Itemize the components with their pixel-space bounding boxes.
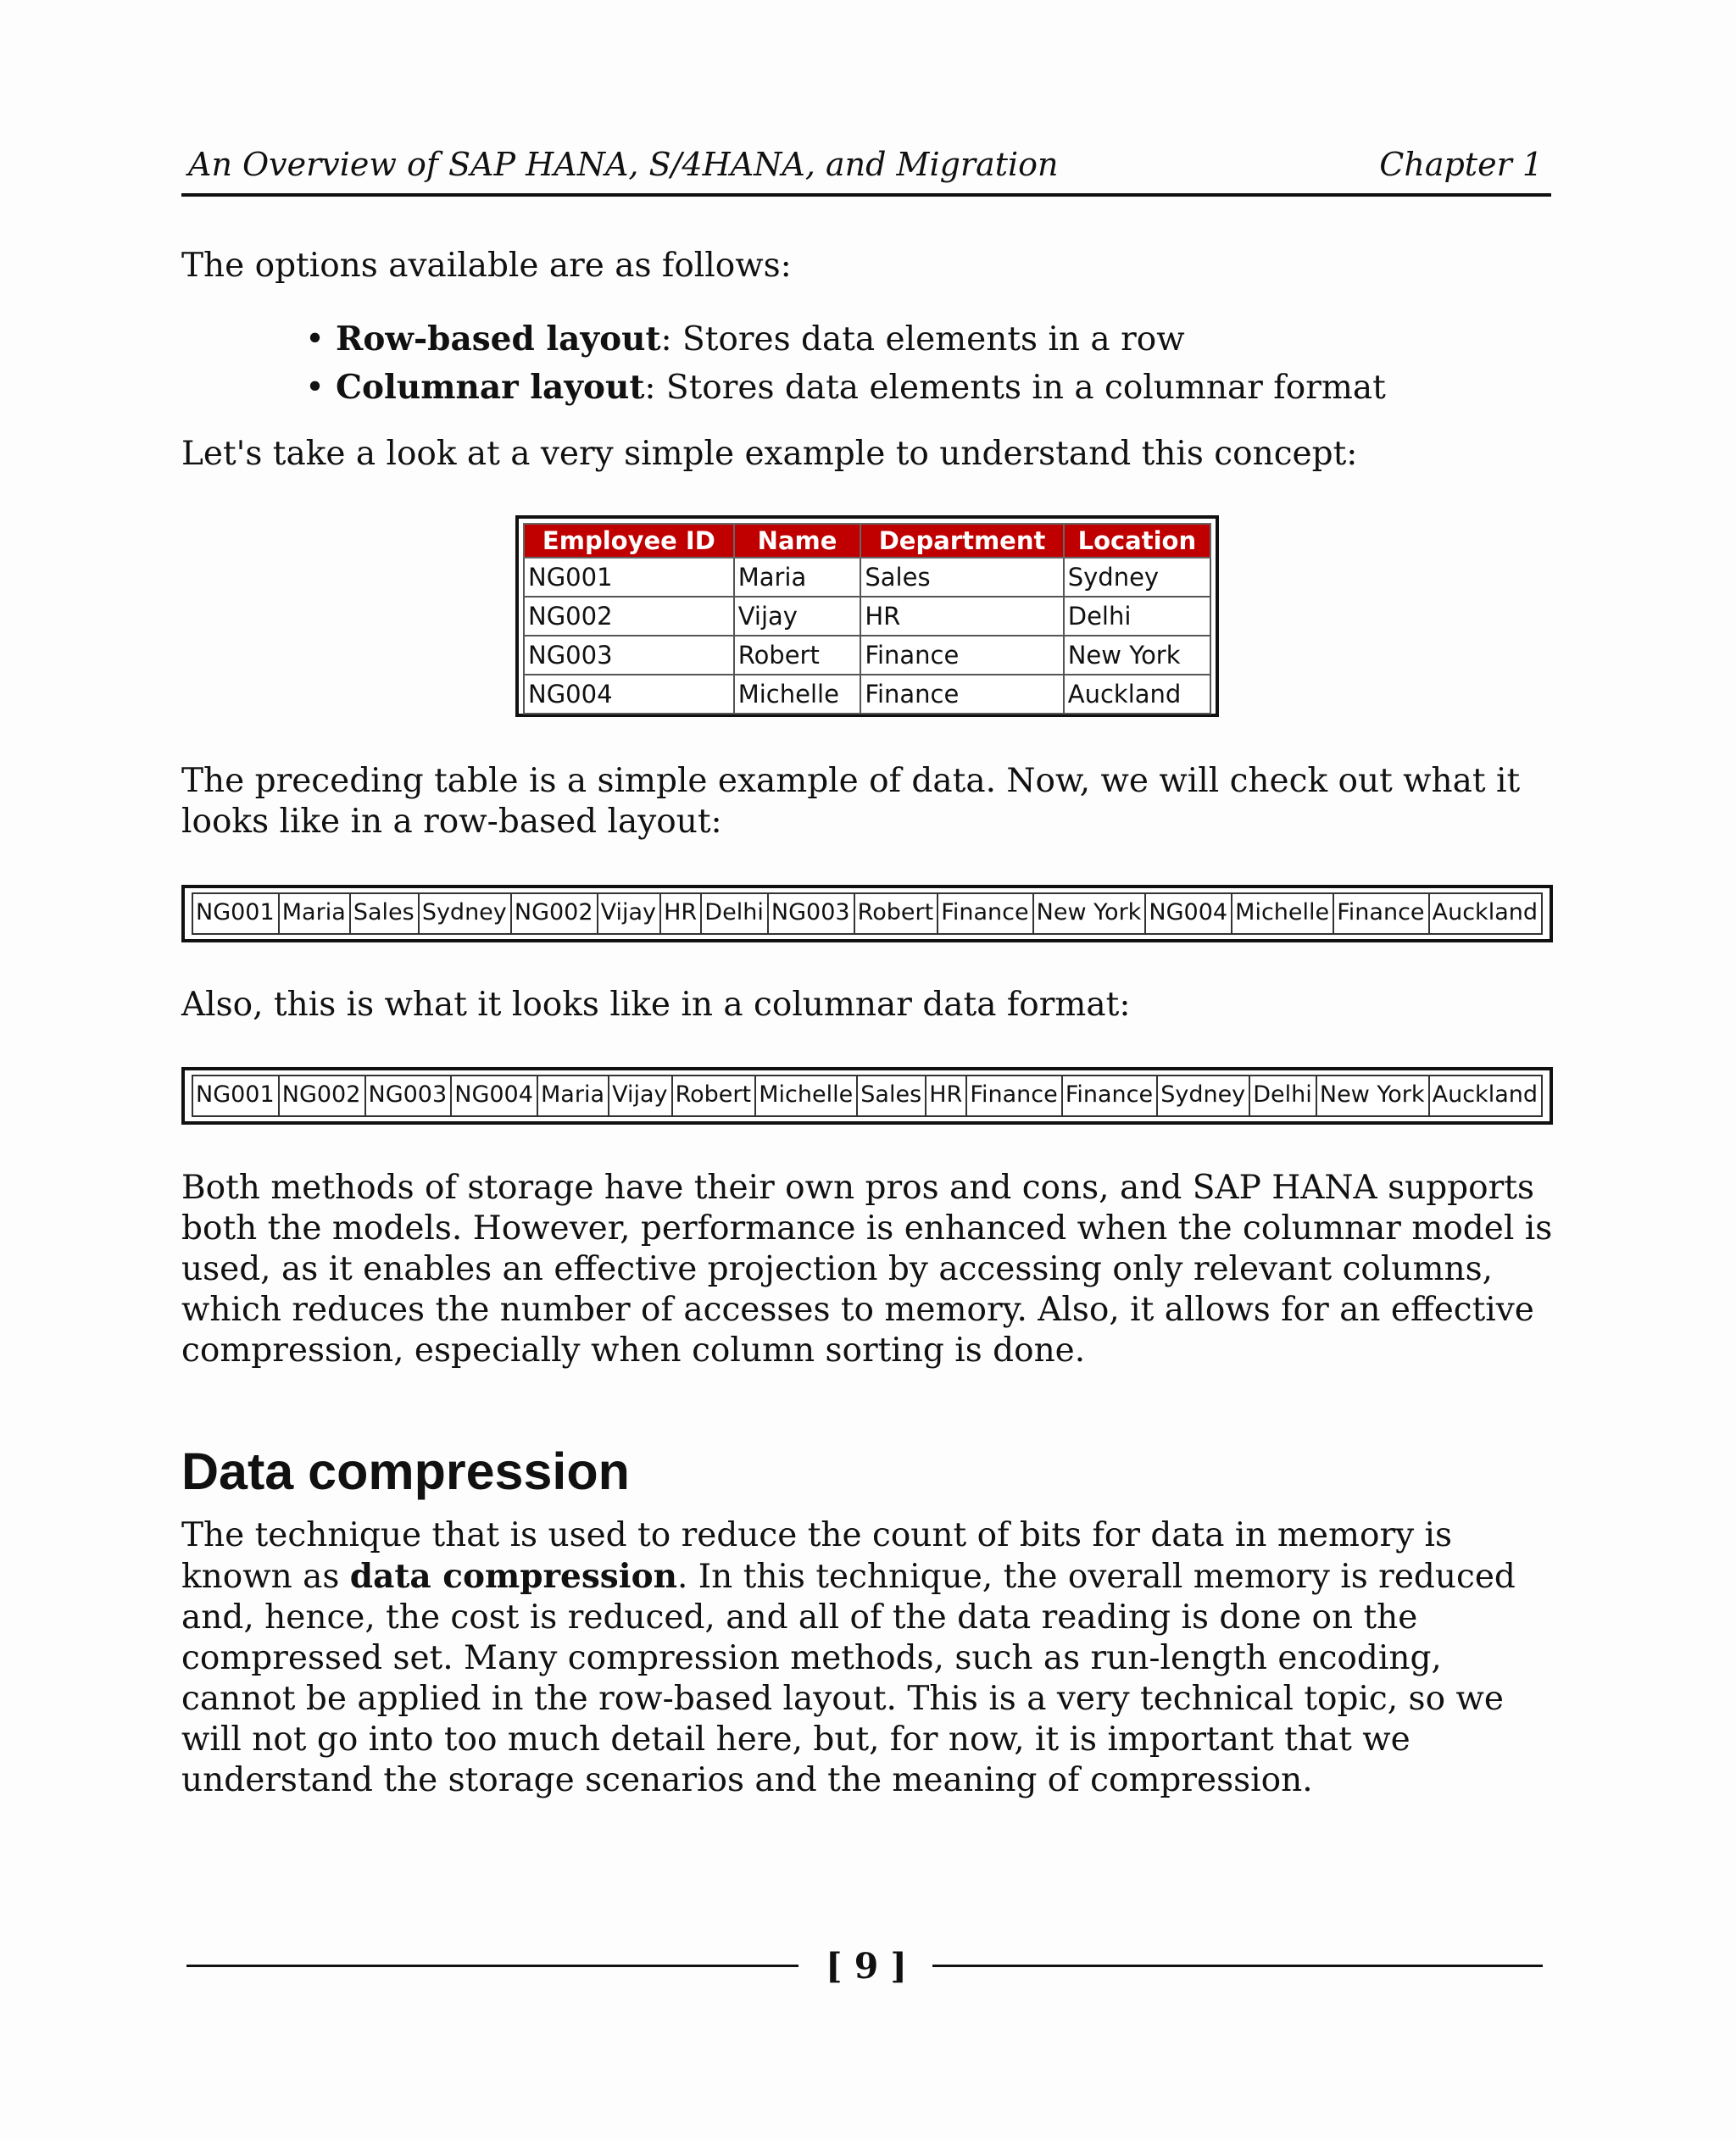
table-cell: Vijay xyxy=(734,597,861,636)
row-layout-intro-paragraph: The preceding table is a simple example of data. Now, we will check out what it looks like in a row-based layout: xyxy=(181,762,1521,841)
page-footer xyxy=(181,1941,1551,1992)
strip-cell: HR xyxy=(926,1076,967,1115)
table-row xyxy=(524,597,1210,636)
strip-cell: Robert xyxy=(673,1076,757,1115)
strip-cell: NG003 xyxy=(366,1076,453,1115)
table-cell: Delhi xyxy=(1064,597,1210,636)
strip-cell: Robert xyxy=(855,894,939,933)
table-row xyxy=(524,558,1210,597)
table-cell: Finance xyxy=(860,675,1063,714)
compression-text-before: The technique that is used to reduce the count of bits for data in memory is known as xyxy=(181,1516,1453,1596)
col-header-employee-id: Employee ID xyxy=(524,524,734,558)
row-based-cells xyxy=(192,892,1543,935)
employee-table-header-row xyxy=(524,524,1210,558)
section-heading: Data compression xyxy=(181,1442,630,1500)
bullet-columnar xyxy=(305,364,1560,412)
strip-cell: NG002 xyxy=(512,894,598,933)
table-cell: New York xyxy=(1064,636,1210,675)
strip-cell: Finance xyxy=(938,894,1033,933)
strip-cell: Michelle xyxy=(1232,894,1334,933)
strip-cell: Maria xyxy=(538,1076,609,1115)
strip-cell: Vijay xyxy=(609,1076,673,1115)
table-row xyxy=(524,675,1210,714)
table-cell: Sydney xyxy=(1064,558,1210,597)
strip-cell: New York xyxy=(1317,1076,1430,1115)
pros-cons-paragraph: Both methods of storage have their own pros and cons, and SAP HANA supports both the models. However, performance is enhanced when the columnar model is used, as it enables an effective projection by accessing only relevant columns, which reduces the number of accesses to memory. Also, it allows for an effective compression, especially when column sorting is done. xyxy=(181,1169,1553,1370)
header-chapter: Chapter 1 xyxy=(1379,146,1543,183)
table-cell: Sales xyxy=(860,558,1063,597)
table-cell: Auckland xyxy=(1064,675,1210,714)
table-cell: Robert xyxy=(734,636,861,675)
strip-cell: Finance xyxy=(1334,894,1429,933)
strip-cell: Michelle xyxy=(756,1076,858,1115)
strip-cell: New York xyxy=(1034,894,1147,933)
bullet-desc: : Stores data elements in a columnar format xyxy=(644,369,1386,407)
compression-paragraph xyxy=(181,1515,1563,1801)
strip-cell: Auckland xyxy=(1432,1081,1538,1108)
intro-paragraph: The options available are as follows: xyxy=(181,247,792,285)
col-header-name: Name xyxy=(734,524,861,558)
strip-cell: Maria xyxy=(280,894,351,933)
strip-cell: NG004 xyxy=(452,1076,538,1115)
columnar-intro-paragraph: Also, this is what it looks like in a columnar data format: xyxy=(181,986,1131,1024)
compression-term: data compression xyxy=(349,1557,677,1596)
columnar-cells xyxy=(192,1075,1543,1117)
table-cell: Michelle xyxy=(734,675,861,714)
strip-cell: Delhi xyxy=(1250,1076,1317,1115)
strip-cell: Finance xyxy=(1063,1076,1158,1115)
strip-cell: Sydney xyxy=(420,894,512,933)
strip-cell: Sales xyxy=(351,894,420,933)
table-cell: NG004 xyxy=(524,675,734,714)
employee-table xyxy=(523,523,1211,714)
table-cell: HR xyxy=(860,597,1063,636)
strip-cell: Sydney xyxy=(1158,1076,1250,1115)
table-row xyxy=(524,636,1210,675)
strip-cell: Delhi xyxy=(702,894,769,933)
bullet-row-based xyxy=(305,315,1560,364)
running-header xyxy=(181,142,1551,197)
table-cell: Finance xyxy=(860,636,1063,675)
header-book-title: An Overview of SAP HANA, S/4HANA, and Migration xyxy=(188,146,1059,183)
strip-cell: NG003 xyxy=(769,894,855,933)
table-cell: NG001 xyxy=(524,558,734,597)
bullet-term: Columnar layout xyxy=(336,368,645,407)
col-header-location: Location xyxy=(1064,524,1210,558)
table-cell: NG002 xyxy=(524,597,734,636)
page-number: [ 9 ] xyxy=(826,1946,907,1987)
strip-cell: NG002 xyxy=(280,1076,366,1115)
table-cell: Maria xyxy=(734,558,861,597)
employee-table-figure xyxy=(515,515,1219,717)
row-based-layout-strip xyxy=(181,885,1553,942)
strip-cell: Finance xyxy=(967,1076,1062,1115)
strip-cell: NG001 xyxy=(193,894,280,933)
col-header-department: Department xyxy=(860,524,1063,558)
table-cell: NG003 xyxy=(524,636,734,675)
strip-cell: HR xyxy=(661,894,702,933)
bullet-term: Row-based layout xyxy=(336,320,661,359)
bullet-desc: : Stores data elements in a row xyxy=(660,320,1185,359)
example-intro-paragraph: Let's take a look at a very simple example to understand this concept: xyxy=(181,435,1358,473)
columnar-layout-strip xyxy=(181,1067,1553,1125)
strip-cell: Sales xyxy=(858,1076,926,1115)
strip-cell: NG001 xyxy=(193,1076,280,1115)
layout-options-list xyxy=(305,315,1560,412)
strip-cell: Vijay xyxy=(598,894,662,933)
strip-cell: Auckland xyxy=(1432,899,1538,925)
strip-cell: NG004 xyxy=(1146,894,1232,933)
compression-text-after: . In this technique, the overall memory is reduced and, hence, the cost is reduced, and all of the data reading is done on the compressed set. Many compression methods, such as run-length encoding, cannot be applied in the row-based layout. This is a very technical topic, so we will not go into too much detail here, but, for now, it is important that we understand the storage scenarios and the meaning of compression. xyxy=(181,1558,1516,1799)
